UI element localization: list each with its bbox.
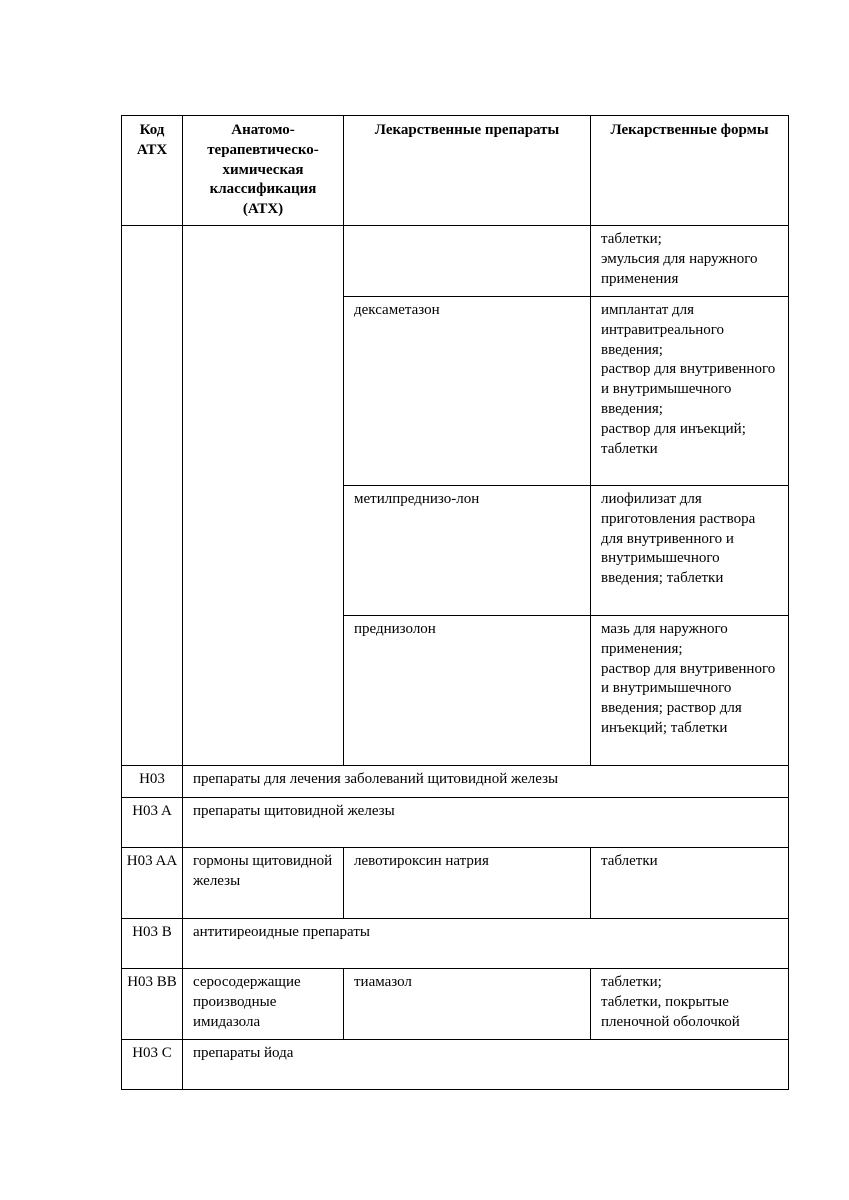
table-header-row xyxy=(122,116,789,226)
forms-cell: таблетки; эмульсия для наружного применения xyxy=(591,225,789,296)
code-cell: H03 B xyxy=(122,918,183,968)
forms-cell: имплантат для интравитреального введения; раствор для внутривенного и внутримышечного введения; раствор для инъекций; таблетки xyxy=(591,296,789,485)
table-row xyxy=(122,968,789,1039)
header-drugs: Лекарственные препараты xyxy=(344,116,591,226)
drug-cell: метилпреднизо-лон xyxy=(344,485,591,615)
code-cell: H03 xyxy=(122,765,183,797)
table-row xyxy=(122,765,789,797)
header-forms: Лекарственные формы xyxy=(591,116,789,226)
classification-cell: препараты для лечения заболеваний щитовидной железы xyxy=(183,765,789,797)
classification-cell: серосодержащие производные имидазола xyxy=(183,968,344,1039)
header-code: Код АТХ xyxy=(122,116,183,226)
drug-cell: преднизолон xyxy=(344,615,591,765)
table-row xyxy=(122,847,789,918)
drug-cell: тиамазол xyxy=(344,968,591,1039)
atx-drug-table xyxy=(121,115,789,1090)
table-row xyxy=(122,225,789,296)
table-row xyxy=(122,918,789,968)
forms-cell: таблетки; таблетки, покрытые пленочной оболочкой xyxy=(591,968,789,1039)
continuation-code-cell xyxy=(122,225,183,765)
classification-cell: препараты щитовидной железы xyxy=(183,797,789,847)
drug-cell: дексаметазон xyxy=(344,296,591,485)
classification-cell: антитиреоидные препараты xyxy=(183,918,789,968)
classification-cell: препараты йода xyxy=(183,1039,789,1089)
table-row xyxy=(122,797,789,847)
code-cell: H03 A xyxy=(122,797,183,847)
classification-cell: гормоны щитовидной железы xyxy=(183,847,344,918)
forms-cell: таблетки xyxy=(591,847,789,918)
code-cell: H03 AA xyxy=(122,847,183,918)
code-cell: H03 BB xyxy=(122,968,183,1039)
forms-cell: лиофилизат для приготовления раствора для внутривенного и внутримышечного введения; таблетки xyxy=(591,485,789,615)
forms-cell: мазь для наружного применения; раствор для внутривенного и внутримышечного введения; раствор для инъекций; таблетки xyxy=(591,615,789,765)
table-row xyxy=(122,1039,789,1089)
drug-cell: левотироксин натрия xyxy=(344,847,591,918)
drug-cell xyxy=(344,225,591,296)
continuation-classification-cell xyxy=(183,225,344,765)
code-cell: H03 C xyxy=(122,1039,183,1089)
header-classification: Анатомо-терапевтическо-химическая классификация (АТХ) xyxy=(183,116,344,226)
